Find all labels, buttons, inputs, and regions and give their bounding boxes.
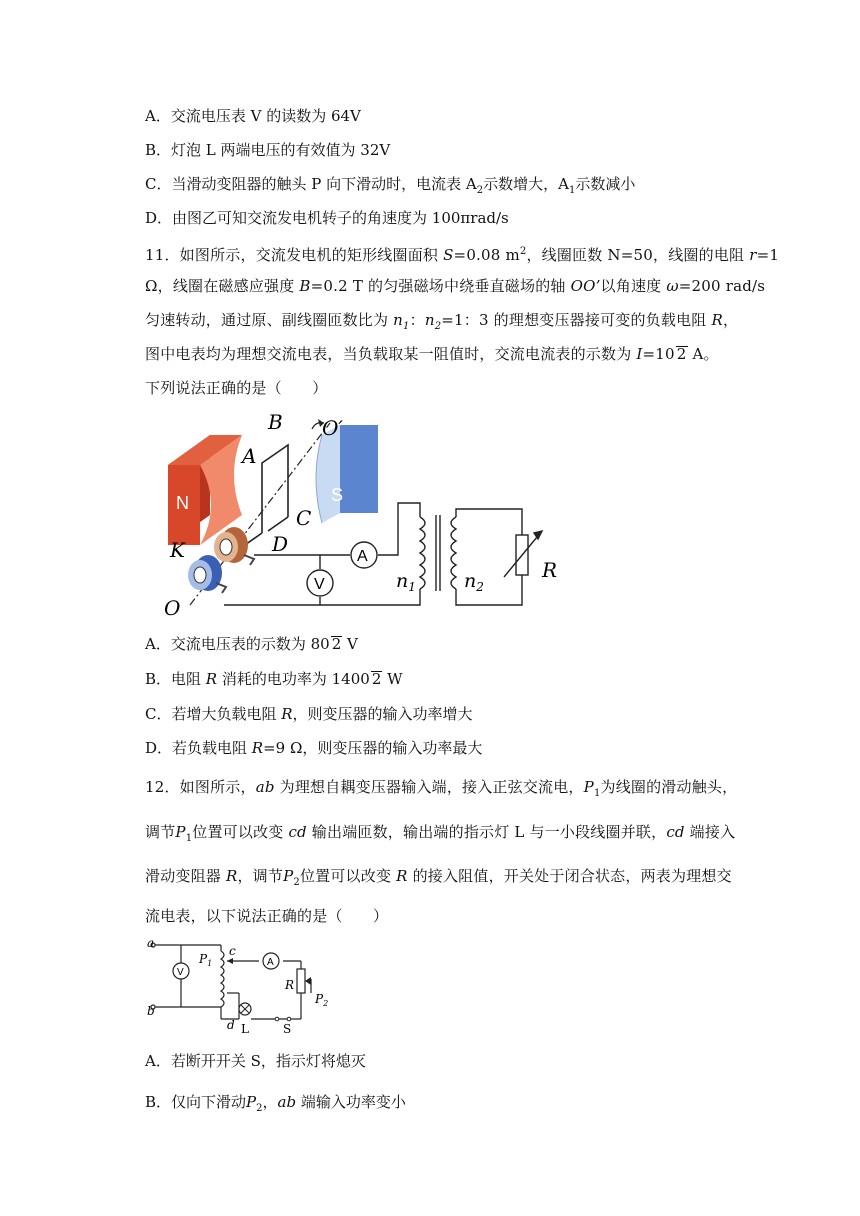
svg-text:A: A <box>357 548 368 565</box>
q11-stem-line5: 下列说法正确的是（ ） <box>145 379 328 397</box>
q12-stem-line3: 滑动变阻器 R，调节$P_2$位置可以改变 R 的接入阻值，开关处于闭合状态，两表为理想交 <box>145 867 732 888</box>
label-k: K <box>170 538 185 562</box>
voltmeter-label: V <box>177 967 184 978</box>
label-p2: $P_2$ <box>315 992 329 1008</box>
q11-stem-line1: 11．如图所示，交流发电机的矩形线圈面积 S=0.08 $m^2$，线圈匝数 N=50，线圈的电阻 r=1 <box>145 246 780 264</box>
label-l: L <box>241 1022 249 1036</box>
label-c: c <box>229 944 236 958</box>
indicator-lamp <box>239 1003 251 1015</box>
q11-option-d: D．若负载电阻 R=9 Ω，则变压器的输入功率最大 <box>145 739 483 757</box>
q10-option-a: A．交流电压表 V 的读数为 64V <box>145 107 361 125</box>
label-r: R <box>285 978 295 992</box>
q11-option-a: A．交流电压表的示数为 80 2 V <box>145 635 358 653</box>
voltmeter <box>307 570 333 596</box>
label-a: a <box>147 936 155 950</box>
q11-option-b: B．电阻 R 消耗的电功率为 1400 2 W <box>145 670 403 688</box>
label-n1: $n_1$ <box>396 570 416 594</box>
q11-stem-line4: 图中电表均为理想交流电表，当负载取某一阻值时，交流电流表的示数为 I=10 2 A。 <box>145 345 719 363</box>
q12-stem-line4: 流电表，以下说法正确的是（ ） <box>145 907 389 925</box>
q11-stem-line3: 匀速转动，通过原、副线圈匝数比为 $n_1$：$n_2=1$：3 的理想变压器接可变的负载电阻 R， <box>145 311 739 332</box>
n-label: N <box>176 493 189 513</box>
q11-stem-line2: Ω，线圈在磁感应强度 B=0.2 T 的匀强磁场中绕垂直磁场的轴 OO’以角速度 ω=200 rad/s <box>145 277 766 295</box>
label-o: O <box>164 596 181 620</box>
label-d: D <box>272 532 289 556</box>
label-s: S <box>283 1022 292 1036</box>
label-o-prime: O′ <box>322 416 343 440</box>
q12-stem-line2: 调节$P_1$位置可以改变 cd 输出端匝数，输出端的指示灯 L 与一小段线圈并联，cd 端接入 <box>145 823 736 844</box>
label-d: d <box>227 1018 235 1032</box>
label-n2: $n_2$ <box>464 570 484 594</box>
s-label: S <box>331 485 344 505</box>
q10-option-d: D．由图乙可知交流发电机转子的角速度为 100πrad/s <box>145 209 509 227</box>
q12-autotransformer-figure <box>143 933 343 1037</box>
svg-text:V: V <box>314 576 325 593</box>
label-p1: $P_1$ <box>199 952 213 968</box>
q10-option-b: B．灯泡 L 两端电压的有效值为 32V <box>145 141 391 159</box>
q12-stem-line1: 12．如图所示，ab 为理想自耦变压器输入端，接入正弦交流电，$P_1$为线圈的滑动触头， <box>145 778 738 799</box>
label-r: R <box>542 558 558 582</box>
q11-option-c: C．若增大负载电阻 R，则变压器的输入功率增大 <box>145 705 473 723</box>
q12-option-a: A．若断开开关 S，指示灯将熄灭 <box>145 1052 366 1070</box>
ammeter-label: A <box>267 957 274 968</box>
label-b: b <box>147 1004 155 1018</box>
ammeter <box>351 542 377 568</box>
q10-option-c: C．当滑动变阻器的触头 P 向下滑动时，电流表 $A_2$示数增大，$A_1$示数减小 <box>145 175 636 196</box>
label-c: C <box>296 506 312 530</box>
label-b: B <box>268 410 283 434</box>
q12-option-b: B．仅向下滑动$P_2$，ab 端输入功率变小 <box>145 1093 406 1114</box>
label-a: A <box>242 444 257 468</box>
q11-generator-figure <box>150 405 570 625</box>
